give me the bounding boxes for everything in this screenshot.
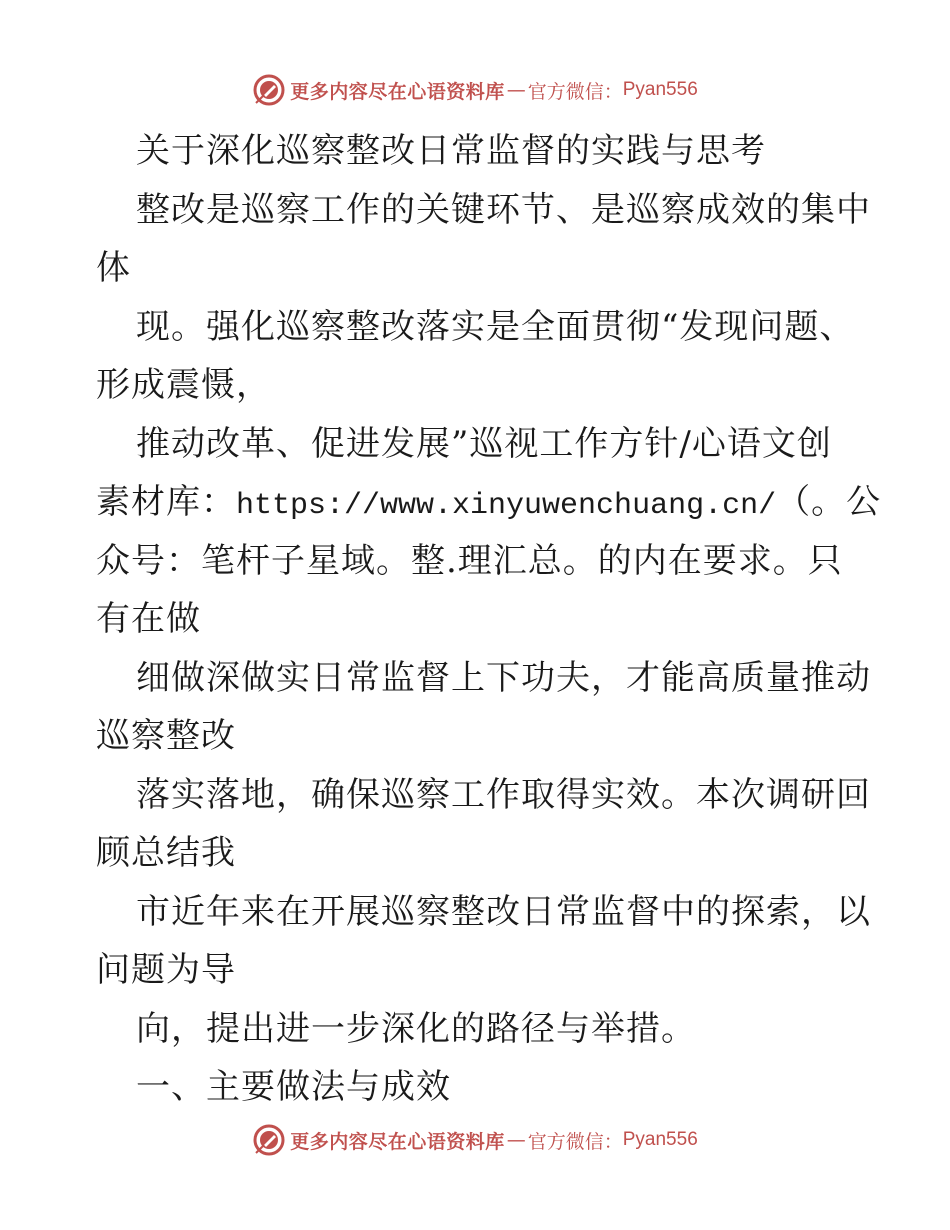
- paragraph-line: 细做深做实日常监督上下功夫，才能高质量推动: [136, 657, 871, 698]
- section-heading: 一、主要做法与成效: [136, 1067, 451, 1107]
- document-title: 关于深化巡察整改日常监督的实践与思考: [136, 131, 766, 171]
- paragraph-line: 众号：笔杆子星域。整.理汇总。的内在要求。只: [96, 540, 843, 581]
- paragraph-line: 现。强化巡察整改落实是全面贯彻“发现问题、: [136, 306, 855, 347]
- banner-brand-text: 更多内容尽在心语资料库: [290, 80, 505, 103]
- url-trailing-text: （。公: [776, 482, 882, 522]
- banner-dash: —: [506, 79, 526, 101]
- paragraph-line: 体: [96, 248, 131, 288]
- paragraph-line: 问题为导: [96, 950, 236, 990]
- paragraph-line: 向，提出进一步深化的路径与举措。: [136, 1008, 696, 1049]
- paragraph-line: 市近年来在开展巡察整改日常监督中的探索，以: [136, 891, 871, 932]
- pen-seal-logo-icon: [252, 1123, 286, 1157]
- banner-wechat-account: Pyan556: [622, 79, 698, 100]
- paragraph-line: 有在做: [96, 599, 201, 639]
- paragraph-line: 整改是巡察工作的关键环节、是巡察成效的集中: [136, 189, 871, 230]
- paragraph-line-with-url: [96, 473, 882, 532]
- paragraph-line: 推动改革、促进发展”巡视工作方针/心语文创: [136, 423, 832, 464]
- paragraph-line: 落实落地，确保巡察工作取得实效。本次调研回: [136, 774, 871, 815]
- document-body: [96, 122, 882, 1117]
- paragraph-line: 巡察整改: [96, 716, 236, 756]
- banner-wechat-label: 官方微信：: [527, 80, 623, 103]
- pen-seal-logo-icon: [252, 73, 286, 107]
- footer-banner: [0, 1122, 950, 1158]
- url-label: 素材库：: [96, 482, 236, 522]
- paragraph-line: 顾总结我: [96, 833, 236, 873]
- banner-wechat-account: Pyan556: [622, 1129, 698, 1150]
- banner-wechat-label: 官方微信：: [527, 1130, 623, 1153]
- header-banner: [0, 72, 950, 108]
- paragraph-line: 形成震慑，: [96, 365, 271, 405]
- banner-dash: —: [506, 1129, 526, 1151]
- website-url: https://www.xinyuwenchuang.cn/: [236, 489, 777, 523]
- banner-brand-text: 更多内容尽在心语资料库: [290, 1130, 505, 1153]
